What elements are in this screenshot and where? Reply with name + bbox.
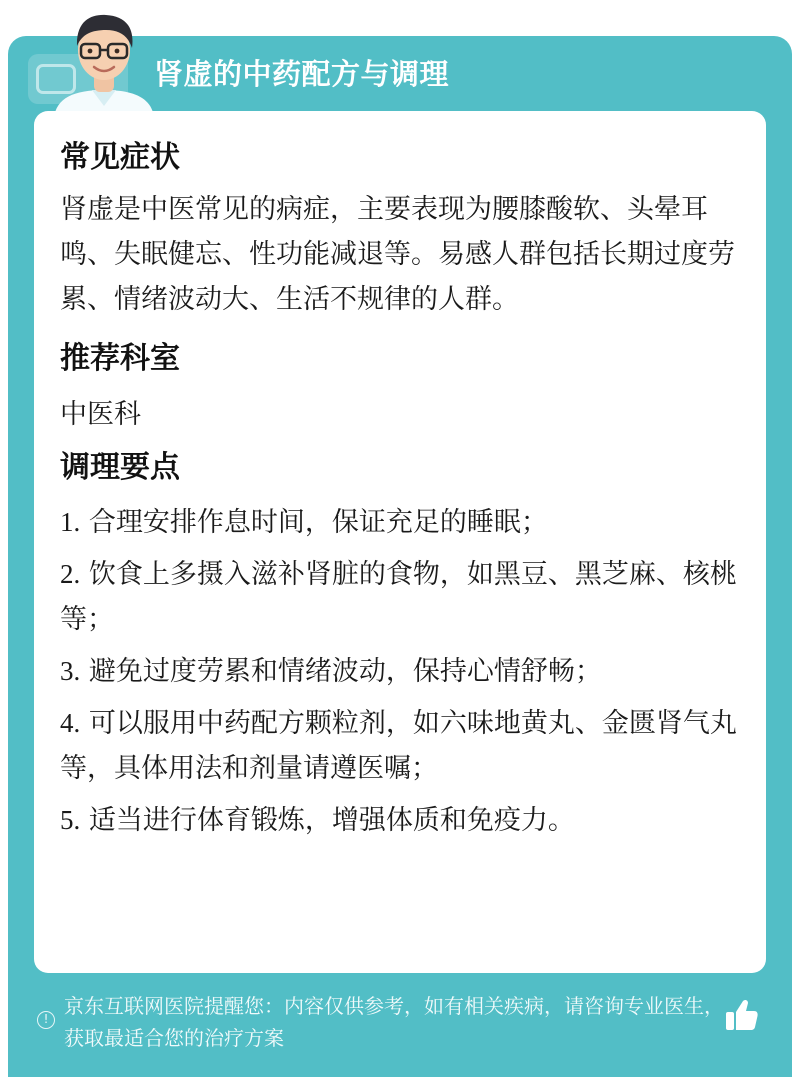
- tip-item: [60, 500, 740, 545]
- tip-text: 可以服用中药配方颗粒剂，如六味地黄丸、金匮肾气丸等，具体用法和剂量请遵医嘱；: [60, 708, 737, 784]
- info-icon: !: [37, 1011, 55, 1029]
- tip-text: 合理安排作息时间，保证充足的睡眠；: [88, 507, 548, 538]
- tip-item: [60, 552, 740, 642]
- content-card: [34, 111, 766, 973]
- tip-number: 3.: [60, 656, 81, 686]
- tip-number: 2.: [60, 559, 81, 589]
- symptoms-text: 肾虚是中医常见的病症，主要表现为腰膝酸软、头晕耳鸣、失眠健忘、性功能减退等。易感人群包括长期过度劳累、情绪波动大、生活不规律的人群。: [60, 194, 735, 315]
- tips-list: [60, 500, 740, 843]
- tip-item: [60, 798, 740, 843]
- tip-number: 4.: [60, 708, 81, 738]
- symptoms-heading: 常见症状: [60, 140, 180, 175]
- department-heading: 推荐科室: [60, 341, 180, 376]
- department-value: 中医科: [60, 399, 141, 430]
- thumbs-up-icon[interactable]: [722, 996, 760, 1034]
- tip-text: 饮食上多摄入滋补肾脏的食物，如黑豆、黑芝麻、核桃等；: [60, 559, 737, 635]
- tip-text: 适当进行体育锻炼，增强体质和免疫力。: [88, 805, 575, 836]
- tip-number: 1.: [60, 507, 81, 537]
- tip-item: [60, 701, 740, 791]
- doctor-avatar-icon: [46, 6, 162, 118]
- footer-disclaimer: 京东互联网医院提醒您：内容仅供参考，如有相关疾病，请咨询专业医生，获取最适合您的治疗方案: [64, 994, 724, 1050]
- tip-text: 避免过度劳累和情绪波动，保持心情舒畅；: [88, 656, 602, 687]
- tip-number: 5.: [60, 805, 81, 835]
- page-title: 肾虚的中药配方与调理: [154, 57, 450, 91]
- tip-item: [60, 649, 740, 694]
- tips-heading: 调理要点: [60, 450, 180, 485]
